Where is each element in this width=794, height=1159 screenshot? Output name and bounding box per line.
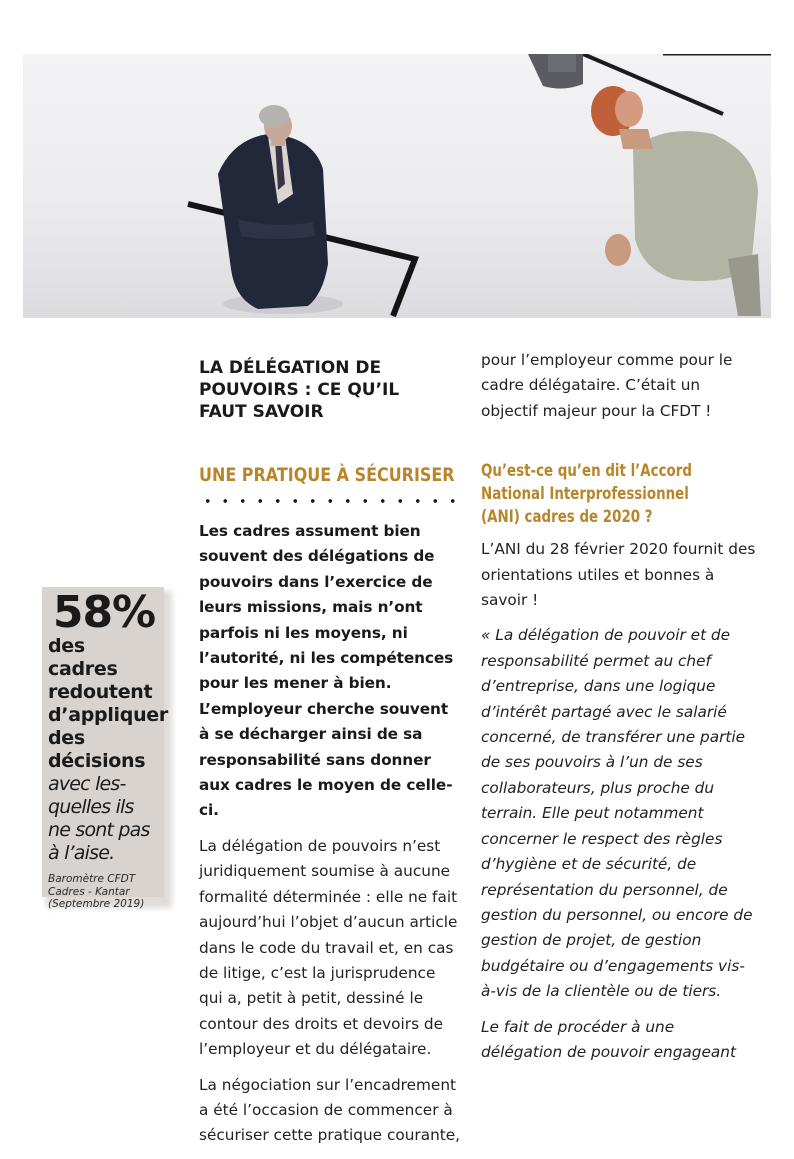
businessman-figure (218, 105, 328, 309)
stat-box (42, 587, 168, 910)
hero-photo (23, 54, 771, 318)
stat-bold-text: des cadres redoutent d’appliquer des décisions (48, 635, 168, 772)
paragraph: La négociation sur l’encadrement a été l’occasion de commencer à sécuriser cette pratique courante, (199, 1075, 461, 1145)
hero-illustration (23, 54, 771, 318)
quote-paragraph: « La délégation de pouvoir et de responsabilité permet au chef d’entreprise, dans une logique d’intérêt partagé avec le salarié concerné, de transférer une partie de ses pouvoirs à l’un de ses collaborateurs, plus proche du terrain. Elle peut notamment concerner le respect des règles d’hygiène et de sécurité, de représentation du personnel, de gestion du personnel, ou encore de gestion de projet, de gestion budgétaire ou d’engagements vis-à-vis de la clientèle ou de tiers. (481, 626, 753, 1001)
right-column (481, 348, 756, 1075)
stat-source: Baromètre CFDT Cadres - Kantar (Septembre 2019) (48, 873, 145, 910)
stat-percent: 58% (52, 587, 156, 638)
figure-legs (528, 54, 583, 89)
stat-italic-text: avec les-quelles ils ne sont pas à l’aise. (48, 773, 150, 864)
section-title: UNE PRATIQUE À SÉCURISER (199, 464, 455, 486)
figure-beige (591, 86, 761, 316)
dotted-divider (199, 498, 461, 504)
lead-paragraph: Les cadres assument bien souvent des délégations de pouvoirs dans l’exercice de leurs missions, mais n’ont parfois ni les moyens, ni l’autorité, ni les compétences pour les mener à bien. L’employeur cherche souvent à se décharger ainsi de sa responsabilité sans donner aux cadres le moyen de celle-ci. (199, 522, 454, 820)
paragraph: La délégation de pouvoirs n’est juridiquement soumise à aucune formalité déterminée : elle ne fait aujourd’hui l’objet d’aucun article dans le code du travail et, en cas de litige, c’est la jurisprudence qui a, petit à petit, dessiné le contour des droits et devoirs de l’employeur et du délégataire. (199, 836, 458, 1059)
paragraph: L’ANI du 28 février 2020 fournit des orientations utiles et bonnes à savoir ! (481, 540, 756, 610)
left-column (199, 519, 461, 1159)
subheading: Qu’est-ce qu’en dit l’Accord National Interprofessionnel (ANI) cadres de 2020 ? (481, 461, 692, 528)
quote-paragraph: Le fait de procéder à une délégation de pouvoir engageant (481, 1017, 736, 1061)
paragraph: pour l’employeur comme pour le cadre délégataire. C’était un objectif majeur pour la CFDT ! (481, 351, 733, 420)
article-title: LA DÉLÉGATION DE POUVOIRS : CE QU’IL FAUT SAVOIR (199, 358, 400, 422)
